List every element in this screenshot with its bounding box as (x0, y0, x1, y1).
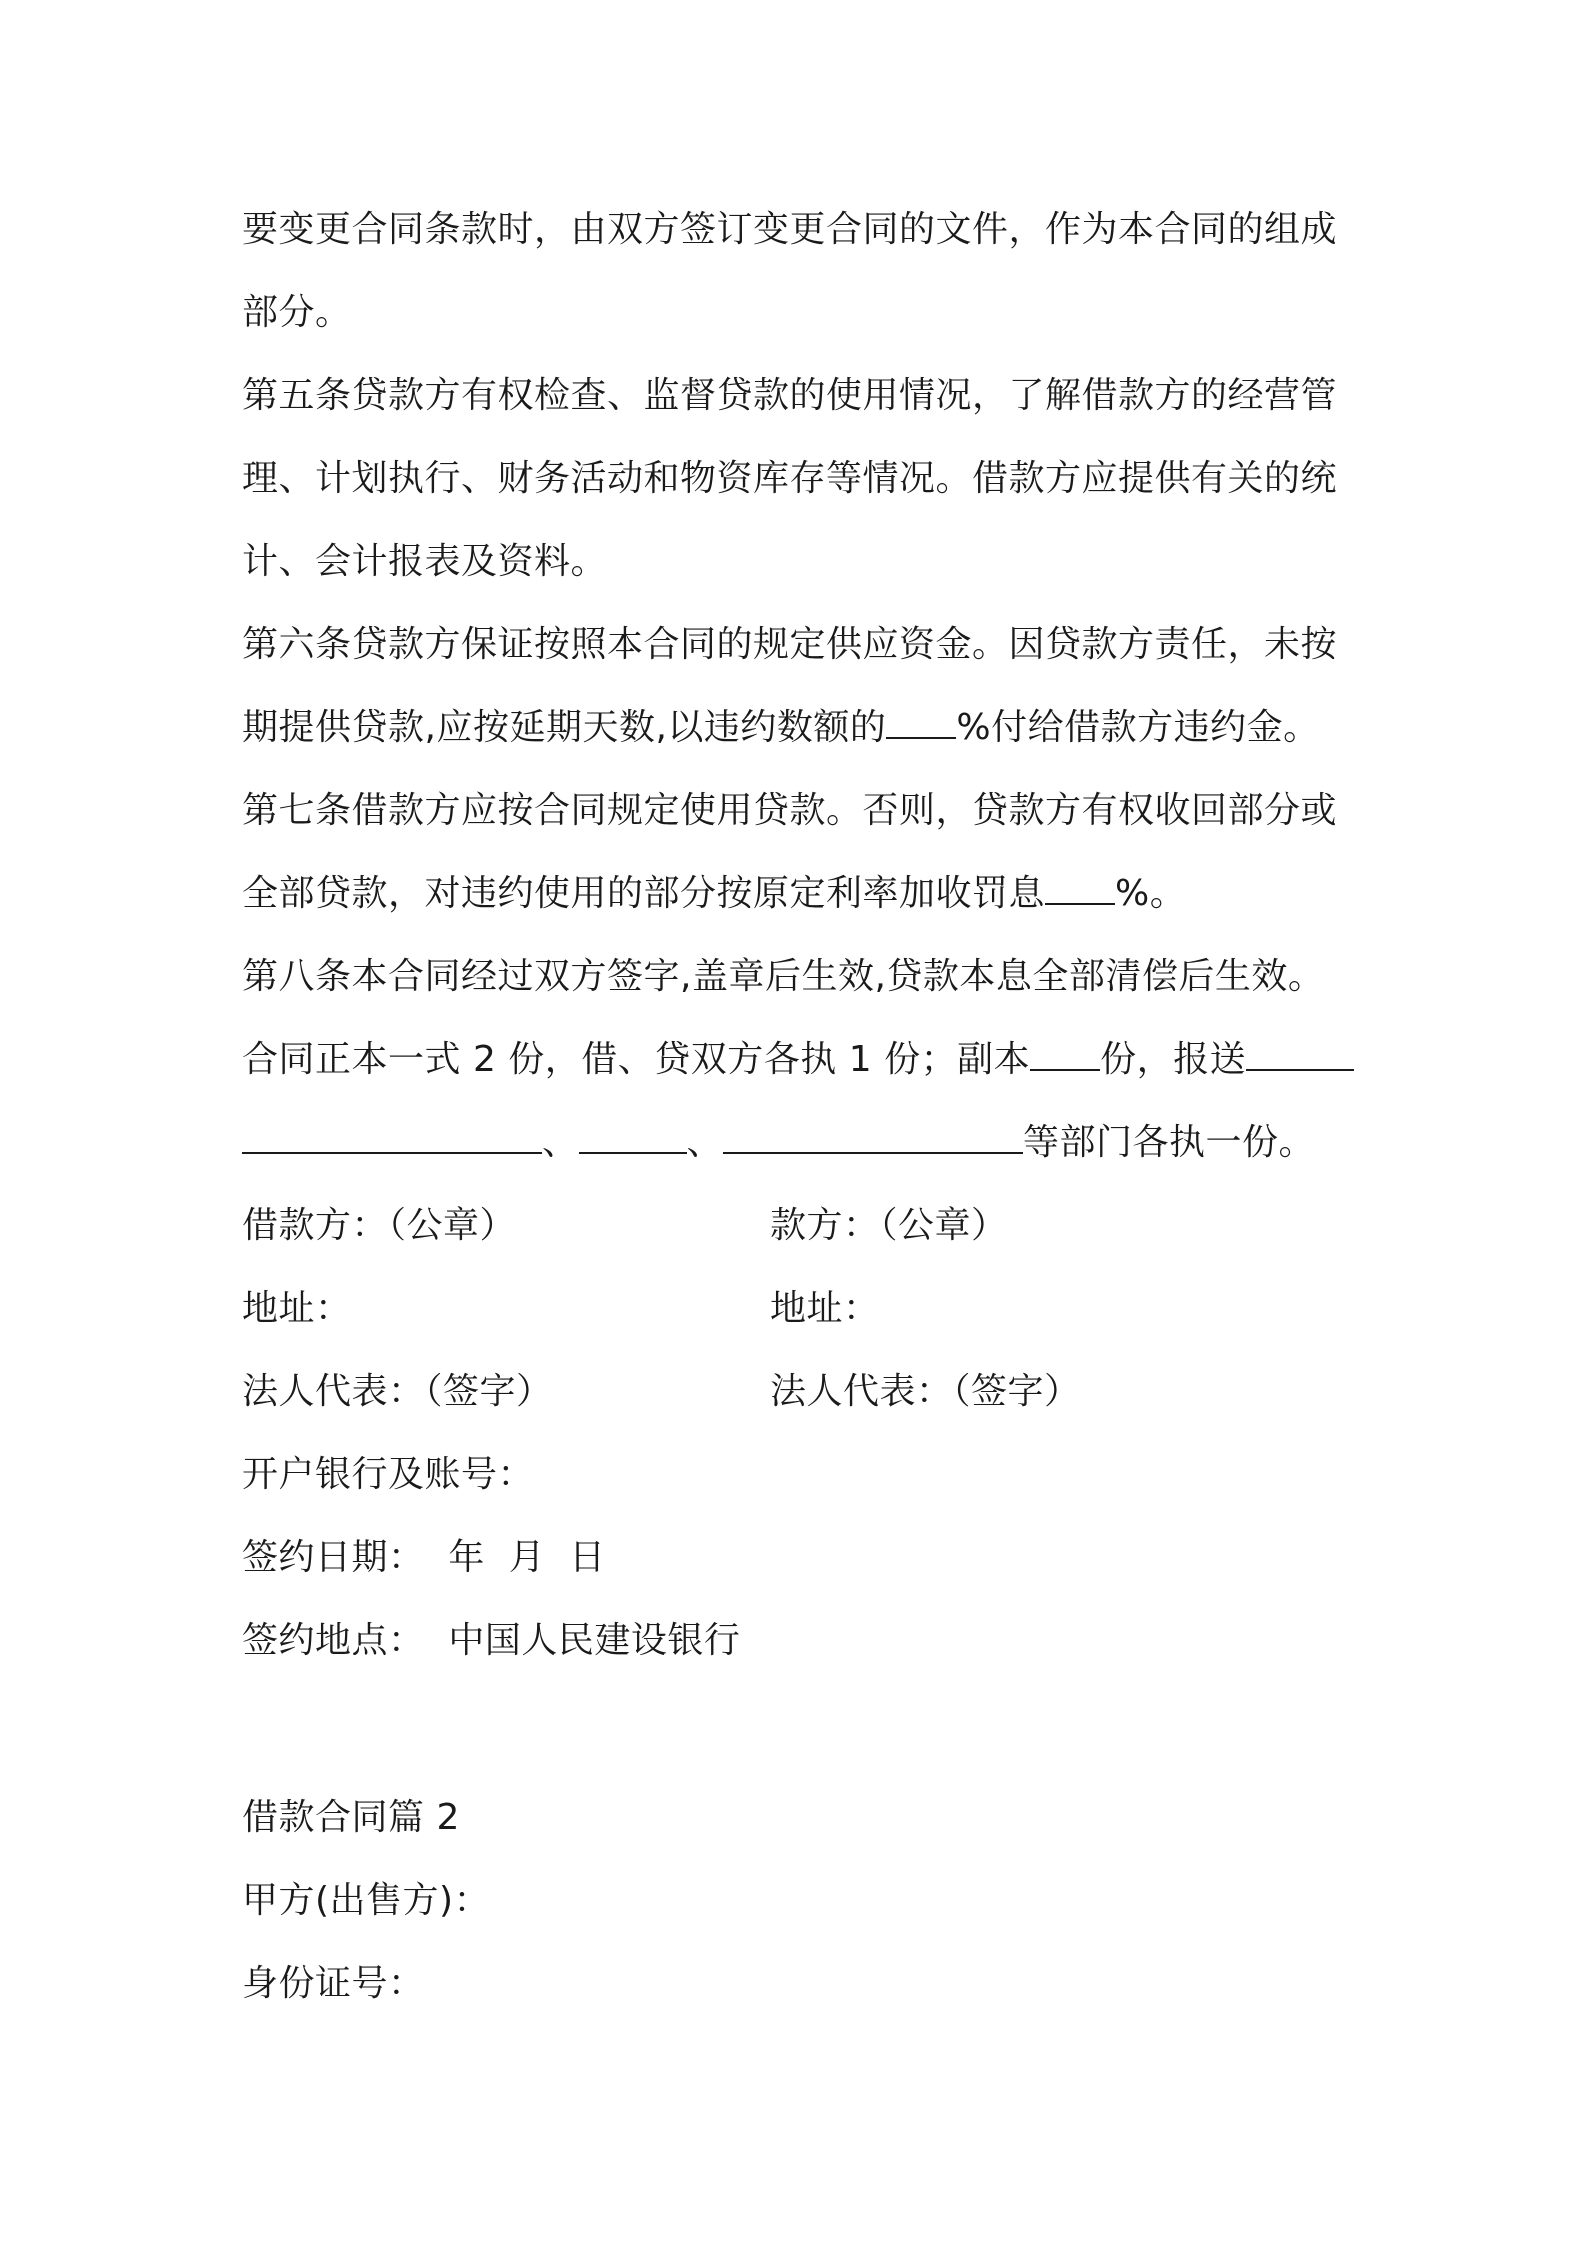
article-6-line (242, 702, 1362, 754)
department-blank (723, 1122, 1023, 1154)
bank-account-label: 开户银行及账号： (242, 1454, 535, 1495)
separator: 、 (686, 1122, 724, 1163)
sign-date-label: 签约日期： 年 月 日 (242, 1537, 606, 1578)
article-7-line (242, 868, 1362, 920)
borrower-seal-label: 借款方：（公章） (242, 1205, 517, 1246)
sign-place-label: 签约地点： 中国人民建设银行 (242, 1620, 741, 1661)
article-8-text: 等部门各执一份。 (1023, 1122, 1316, 1163)
article-6-text: %付给借款方违约金。 (956, 707, 1320, 748)
borrower-representative-label: 法人代表：（签字） (242, 1371, 553, 1412)
article-8-line (242, 1034, 1362, 1086)
article-7-line: 第七条借款方应按合同规定使用贷款。否则，贷款方有权收回部分或 (242, 790, 1338, 831)
copies-blank (1030, 1039, 1100, 1071)
department-blank (242, 1122, 542, 1154)
article-6-text: 期提供贷款,应按延期天数,以违约数额的 (242, 707, 887, 748)
article-8-text: 份，报送 (1100, 1039, 1247, 1080)
penalty-rate-blank (886, 707, 956, 739)
lender-representative-label: 法人代表：（签字） (770, 1371, 1081, 1412)
paragraph-line: 要变更合同条款时，由双方签订变更合同的文件，作为本合同的组成 (242, 209, 1338, 250)
article-7-text: %。 (1115, 873, 1187, 914)
article-5-line: 理、计划执行、财务活动和物资库存等情况。借款方应提供有关的统 (242, 458, 1338, 499)
article-8-line: 第八条本合同经过双方签字,盖章后生效,贷款本息全部清偿后生效。 (242, 956, 1325, 997)
section-title: 借款合同篇 2 (242, 1797, 460, 1838)
borrower-address-label: 地址： (242, 1288, 352, 1329)
lender-address-label: 地址： (770, 1288, 880, 1329)
recipient-blank (1246, 1039, 1354, 1071)
id-number-label: 身份证号： (242, 1963, 425, 2004)
article-7-text: 全部贷款，对违约使用的部分按原定利率加收罚息 (242, 873, 1046, 914)
article-8-line (242, 1117, 1362, 1169)
interest-rate-blank (1045, 873, 1115, 905)
paragraph-line: 部分。 (242, 292, 352, 333)
article-5-line: 计、会计报表及资料。 (242, 541, 608, 582)
article-5-line: 第五条贷款方有权检查、监督贷款的使用情况，了解借款方的经营管 (242, 375, 1338, 416)
lender-seal-label: 款方：（公章） (770, 1205, 1008, 1246)
party-a-label: 甲方(出售方)： (242, 1880, 491, 1921)
department-blank (579, 1122, 687, 1154)
article-6-line: 第六条贷款方保证按照本合同的规定供应资金。因贷款方责任，未按 (242, 624, 1338, 665)
article-8-text: 合同正本一式 2 份，借、贷双方各执 1 份；副本 (242, 1039, 1031, 1080)
separator: 、 (542, 1122, 579, 1163)
